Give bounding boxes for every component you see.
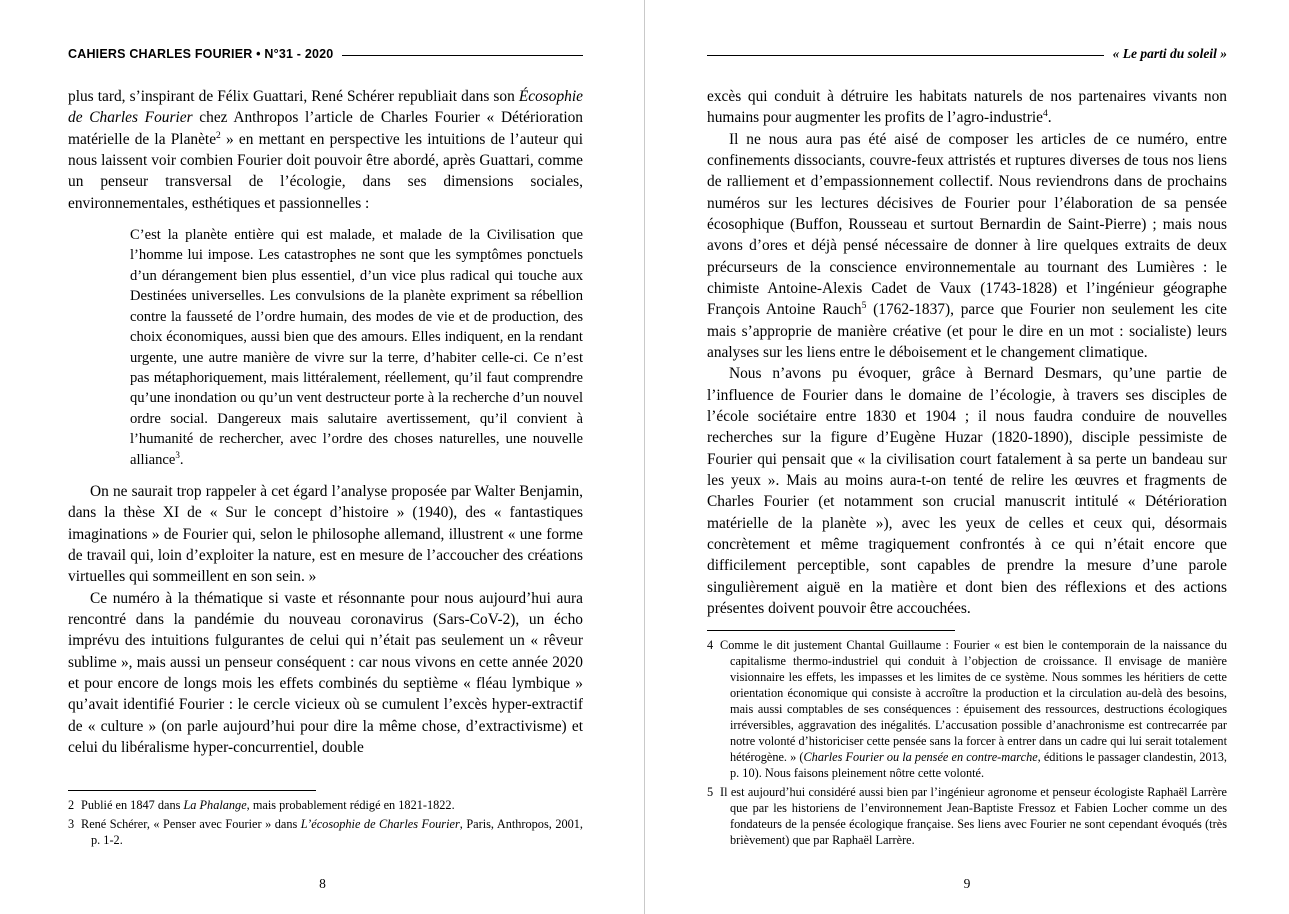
footnote (707, 638, 1227, 782)
left-running-head-rule (342, 55, 583, 56)
footnote-text: Comme le dit justement Chantal Guillaume : Fourier « est bien le contemporain de la naissance du capitalisme thermo-industriel qui conduit à l’objection de croissance. Il envisage de manière visionnaire les effets, les impasses et les limites de ce système. Nous sommes les héritiers de cette orientation économique qui consiste à accroître la production et la circulation au-delà des besoins, mais aussi comptables de ses conséquences : épuisement des ressources, destructions écologiques irréversibles, aggravation des inégalités. L’accusation possible d’anachronisme est contrecarrée par notre volonté d’historiciser cette pensée sans la forcer à entrer dans un cadre qui lui serait totalement hétérogène. » (Charles Fourier ou la pensée en contre-marche, éditions le passager clandestin, 2013, p. 10). Nous faisons pleinement nôtre cette volonté. (720, 638, 1227, 781)
right-page-number: 9 (963, 876, 971, 891)
paragraph: Ce numéro à la thématique si vaste et résonnante pour nous aujourd’hui aura rencontré dans la pandémie du nouveau coronavirus (Sars-CoV-2), un écho imprévu des intuitions fulgurantes de celui qui n’était pas seulement un « rêveur sublime », mais aussi un penseur conséquent : car nous vivons en cette année 2020 et pour encore de longs mois les effets combinés du septième « fléau lymbique » qu’avait identifié Fourier : le cercle vicieux où se cumulent l’excès hyper-extractif de « culture » (on parle aujourd’hui pour dire la même chose, d’extractivisme) et celui du libéralisme hyper-concurrentiel, double (68, 589, 583, 756)
footnote-number: 3 (68, 817, 75, 832)
right-page (645, 0, 1289, 914)
right-footnotes (707, 630, 1227, 852)
paragraph: plus tard, s’inspirant de Félix Guattari, René Schérer republiait dans son Écosophie de Charles Fourier chez Anthropos l’article de Charles Fourier « Détérioration matérielle de la Planète$^2$ » en mettant en perspective les intuitions de l’auteur qui nous laissent voir combien Fourier doit pouvoir être abordé, après Guattari, comme un penseur transversal de l’écologie, dans ses dimensions sociales, environnementales, esthétiques et passionnelles : (68, 88, 584, 212)
footnote-text: Il est aujourd’hui considéré aussi bien par l’ingénieur agronome et penseur écologiste Raphaël Larrère que par les historiens de l’environnement Jean-Baptiste Fressoz et Fabien Locher comme un des fondateurs de la pensée écologique française. Ses liens avec Fourier ne sont cependant évoqués (très brièvement) que par Raphaël Larrère. (720, 785, 1227, 848)
footnote (707, 785, 1227, 849)
footnote (68, 798, 583, 814)
paragraph: On ne saurait trop rappeler à cet égard l’analyse proposée par Walter Benjamin, dans la thèse XI de « Sur le concept d’histoire » (1940), des « fantastiques imaginations » de Fourier qui, selon le philosophe allemand, illustrent « une forme de travail qui, loin d’exploiter la nature, est en mesure de l’accoucher des créations virtuelles qui sommeillent en son sein. » (68, 483, 583, 586)
right-running-head-title: « Le parti du soleil » (1112, 46, 1227, 61)
block-quote-text: C’est la planète entière qui est malade, et malade de la Civilisation que l’homme lui impose. Les catastrophes ne sont que les symptômes ponctuels d’un dérangement bien plus essentiel, d’un vice plus radical qui touche aux Destinées universelles. Les convulsions de la planète expriment sa rébellion contre la fausseté de l’ordre humain, des modes de vie et de production, des choix économiques, aussi bien que des amours. Elles indiquent, en la rendant urgente, une autre manière de vivre sur la terre, d’habiter celle-ci. Ce n’est pas métaphoriquement, mais littéralement, réellement, qu’il faut comprendre qu’une inondation ou qu’un vent destructeur porte à la recherche d’un nouvel ordre social. Dangereux mais salutaire avertissement, qu’il convient à l’humanité de rechercher, avec l’ordre des choses naturelles, une nouvelle alliance$^3$. (130, 226, 583, 468)
footnote-text: Publié en 1847 dans La Phalange, mais probablement rédigé en 1821-1822. (81, 798, 455, 813)
left-page-number: 8 (319, 876, 326, 891)
paragraph: Il ne nous aura pas été aisé de composer les articles de ce numéro, entre confinements dissociants, couvre-feux attristés et ruptures diverses de tous nos liens de ralliement et d’empassionnement collectif. Nous reviendrons dans de prochains numéros sur les lectures décisives de Fourier pour l’élaboration de sa pensée écosophique (Buffon, Rousseau et surtout Bernardin de Saint-Pierre) ; mais nous avons d’ores et déjà pensé nécessaire de donner à lire quelques extraits de deux précurseurs de la conscience environnementale au tournant des Lumières : le chimiste Antoine-Alexis Cadet de Vaux (1743-1828) et l’ingénieur géographe François Antoine Rauch$^5$ (1762-1837), parce que Fourier non seulement les cite mais s’approprie de manière créative (et pour le dire en un mot : socialiste) leurs analyses sur les liens entre le déboisement et le changement climatique. (707, 130, 1227, 361)
left-body-text (68, 86, 583, 758)
left-footnotes (68, 790, 583, 852)
footnote-separator-rule (707, 630, 955, 631)
right-running-head (707, 44, 1227, 64)
footnote-number: 2 (68, 798, 75, 813)
left-running-head (68, 44, 583, 64)
footnote-number: 4 (707, 638, 714, 653)
left-running-head-title: CAHIERS CHARLES FOURIER • N°31 - 2020 (68, 47, 334, 61)
footnote-number: 5 (707, 785, 714, 800)
footnote-separator-rule (68, 790, 316, 791)
right-running-head-rule (707, 55, 1104, 56)
right-body-text (707, 86, 1227, 619)
footnote-text: René Schérer, « Penser avec Fourier » dans L’écosophie de Charles Fourier, Paris, Anthropos, 2001, p. 1-2. (81, 817, 583, 848)
paragraph: excès qui conduit à détruire les habitats naturels de nos partenaires vivants non humains pour augmenter les profits de l’agro-industrie$^4$. (707, 88, 1227, 127)
block-quote (130, 225, 583, 470)
paragraph: Nous n’avons pu évoquer, grâce à Bernard Desmars, qu’une partie de l’influence de Fourier dans le domaine de l’écologie, à travers ses disciples de l’école sociétaire entre 1830 et 1904 ; il nous faudra conduire de nouvelles recherches sur la figure d’Eugène Huzar (1820-1890), disciple pessimiste de Fourier qui pensait que « la civilisation court fatalement à sa perte un bandeau sur les yeux ». Mais au moins aura-t-on tenté de relire les œuvres et fragments de Charles Fourier (et notamment son crucial manuscrit intitulé « Détérioration matérielle de la planète »), avec les yeux de celles et ceux qui, désormais concrètement et même tragiquement confrontés à ce qui n’était encore que difficilement perceptible, sont capables de prendre la mesure d’une parole singulièrement aiguë en la matière et dont bien des réflexions et des actions présentes doivent pouvoir être accouchées. (707, 365, 1227, 617)
footnote (68, 817, 583, 849)
